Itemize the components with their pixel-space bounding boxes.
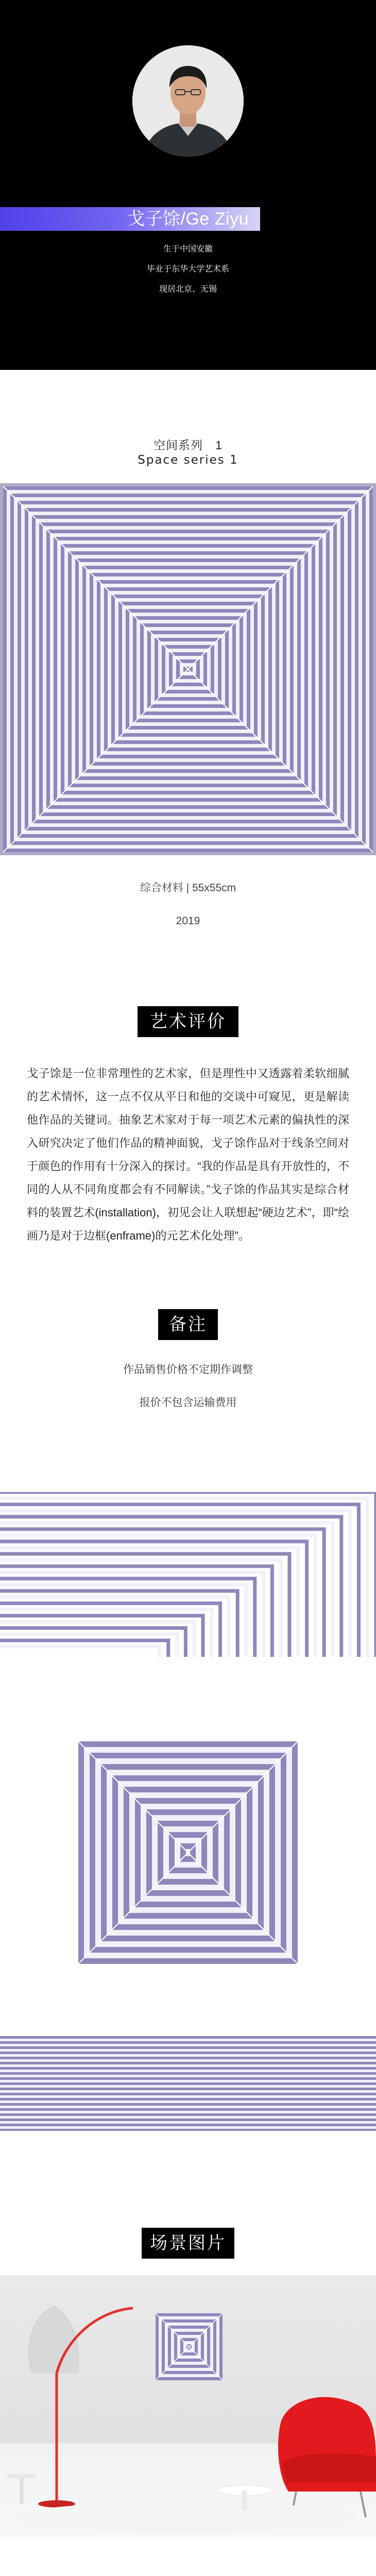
bio-line-education: 毕业于东华大学艺术系	[146, 265, 229, 274]
bio-line-birthplace: 生于中国安徽	[163, 245, 213, 253]
artist-header	[0, 0, 376, 370]
notes-heading: 备注	[158, 1309, 218, 1340]
series-title-zh: 空间系列 1	[153, 438, 223, 452]
notes-section	[0, 1309, 376, 1430]
wall-artwork	[156, 2313, 223, 2380]
review-text: 戈子馀是一位非常理性的艺术家，但是理性中又透露着柔软细腻的艺术情怀，这一点不仅从平日和他的交谈中可窥见，更是解读他作品的关键词。抽象艺术家对于每一项艺术元素的偏执性的深入研究决定了他们作品的精神面貌，戈子馀作品对于线条空间对于颜色的作用有十分深入的探讨。“我的作品是具有开放性的，不同的人从不同角度都会有不同解读。”戈子馀的作品其实是综合材料的装置艺术(installation)，初见会让人联想起“硬边艺术”，即“绘画乃是对于边框(enframe)的元艺术化处理”。	[27, 1067, 349, 1242]
artwork-year: 2019	[176, 915, 200, 927]
review-section	[0, 1006, 376, 1247]
artist-name-bar	[0, 207, 376, 231]
artwork-section	[0, 436, 376, 927]
person-portrait-icon	[132, 45, 244, 157]
review-heading: 艺术评价	[138, 1006, 238, 1037]
scene-image	[0, 2275, 376, 2537]
artwork-detail-stripes	[0, 2036, 376, 2131]
artist-avatar	[132, 45, 244, 157]
notes-list	[0, 1364, 376, 1430]
floor-lamp-icon	[28, 2306, 133, 2507]
artist-name: 戈子馀/Ge Ziyu	[127, 209, 249, 229]
note-item: 作品销售价格不定期作调整	[123, 1364, 253, 1376]
series-title-en: Space series 1	[138, 453, 238, 467]
scene-section	[0, 2228, 376, 2537]
page-bottom-spacer	[0, 2537, 376, 2552]
artwork-main-image	[0, 483, 376, 855]
series-title	[0, 436, 376, 467]
note-item: 报价不包含运输费用	[139, 1397, 237, 1409]
bio-line-residence: 现居北京、无锡	[159, 285, 217, 294]
artwork-detail-center	[0, 1741, 376, 1964]
artwork-detail-corner	[0, 1492, 376, 1657]
detail-gallery	[0, 1492, 376, 2131]
artist-bio	[0, 245, 376, 306]
artwork-material-size: 综合材料 | 55x55cm	[140, 882, 236, 894]
artwork-meta	[0, 879, 376, 927]
room-scene	[0, 2275, 376, 2537]
armchair-icon	[278, 2397, 376, 2517]
scene-heading: 场景图片	[142, 2228, 234, 2259]
